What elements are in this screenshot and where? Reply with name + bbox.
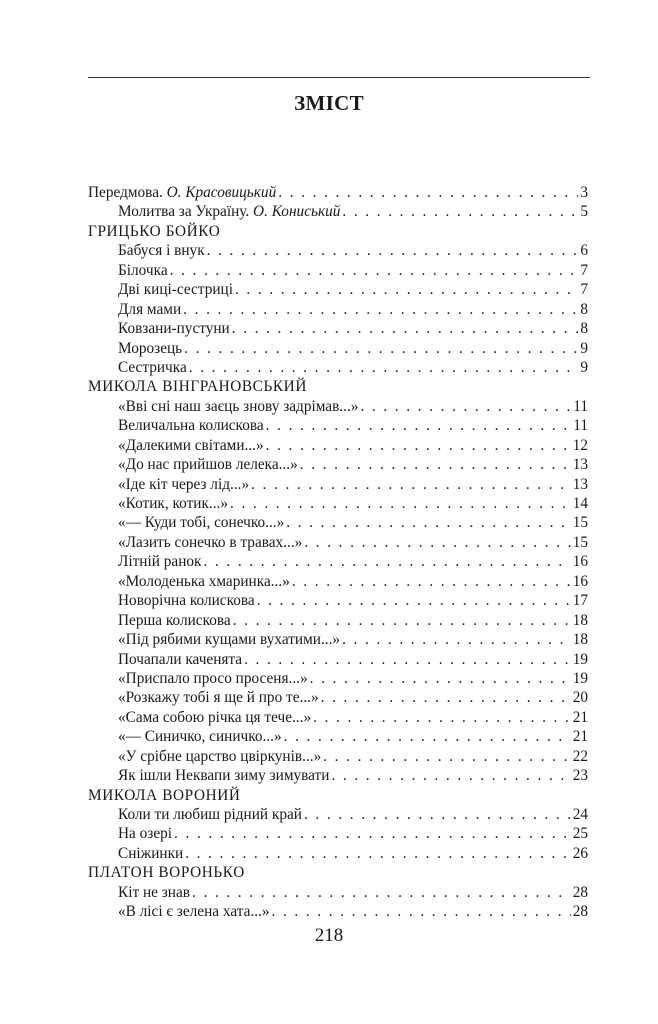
toc-entry-title: Передмова. О. Красовицький [88, 184, 277, 201]
toc-entry [88, 650, 588, 669]
table-of-contents [88, 183, 588, 922]
toc-entry-title: «Лазить сонечко в травах...» [118, 533, 303, 551]
dot-leader [230, 494, 571, 513]
toc-entry-title: Дві киці-сестриці [118, 281, 233, 299]
toc-entry-title: «Далекими світами...» [118, 436, 264, 454]
toc-entry-title: «Котик, котик...» [118, 495, 229, 512]
toc-page-number: 11 [573, 397, 588, 415]
toc-page-number: 19 [572, 650, 588, 668]
toc-page-number: 9 [580, 358, 588, 376]
toc-entry [88, 416, 588, 435]
dot-leader [286, 513, 570, 532]
toc-page-number: 13 [572, 475, 588, 493]
toc-page-number: 14 [572, 495, 588, 512]
toc-page-number: 17 [572, 592, 588, 610]
toc-entry-title: «Розкажу тобі я ще й про те...» [118, 689, 319, 707]
dot-leader [292, 572, 571, 591]
toc-entry [88, 591, 588, 610]
toc-page-number: 28 [572, 903, 588, 921]
dot-leader [170, 261, 579, 280]
section-author-name: МИКОЛА ВОРОНИЙ [88, 786, 241, 804]
toc-entry-title: Сестричка [118, 358, 187, 376]
toc-page-number: 7 [580, 281, 588, 299]
page-number: 218 [314, 925, 344, 946]
toc-page-number: 13 [572, 456, 588, 474]
top-rule [88, 77, 590, 78]
toc-entry-title: Ковзани-пустуни [118, 320, 230, 338]
toc-entry [88, 339, 588, 358]
toc-entry-title: «До нас прийшов лелека...» [118, 456, 298, 474]
dot-leader [272, 902, 571, 921]
toc-entry-title: Молитва за Україну. О. Кониський [118, 203, 341, 221]
toc-entry [88, 708, 588, 727]
toc-page-number: 5 [580, 203, 588, 221]
toc-entry [88, 805, 588, 824]
toc-entry-title: Кіт не знав [118, 883, 191, 901]
toc-entry-title: «Сама собою річка ця тече...» [118, 708, 312, 726]
dot-leader [184, 339, 578, 358]
toc-entry-title: «Молоденька хмаринка...» [118, 572, 290, 590]
toc-entry [88, 533, 588, 552]
toc-entry-title: Літній ранок [118, 553, 202, 571]
dot-leader [284, 727, 571, 746]
dot-leader [251, 475, 571, 494]
toc-entry [88, 766, 588, 785]
toc-page-number: 12 [572, 436, 588, 454]
toc-page-number: 18 [572, 631, 588, 649]
toc-entry-title: Морозець [118, 339, 183, 357]
toc-entry-title: «У срібне царство цвіркунів...» [118, 747, 322, 765]
toc-page-number: 23 [572, 767, 588, 785]
toc-entry-title: «— Синичко, синичко...» [118, 728, 282, 746]
toc-page-number: 20 [572, 689, 588, 707]
toc-entry-title: Перша колискова [118, 611, 231, 629]
toc-entry [88, 747, 588, 766]
toc-entry-title: На озері [118, 825, 173, 843]
toc-page-number: 16 [572, 572, 588, 590]
dot-leader [342, 630, 571, 649]
toc-entry-title: Білочка [118, 261, 168, 279]
dot-leader [331, 766, 570, 785]
toc-entry-author: О. Красовицький [166, 184, 277, 201]
toc-page-number: 26 [572, 844, 588, 862]
dot-leader [266, 416, 572, 435]
toc-page-number: 8 [580, 300, 588, 318]
toc-entry-title: Бабуся і внук [118, 242, 205, 260]
dot-leader [244, 650, 571, 669]
toc-entry-title: «В лісі є зелена хата...» [118, 903, 270, 921]
toc-entry-title: Почапали каченята [118, 650, 243, 668]
toc-page-number: 7 [580, 261, 588, 279]
toc-page-number: 11 [573, 417, 588, 435]
section-author-name: ГРИЦЬКО БОЙКО [88, 222, 221, 240]
toc-entry [88, 319, 588, 338]
toc-entry [88, 280, 588, 299]
toc-entry-title: «Іде кіт через лід...» [118, 475, 250, 493]
dot-leader [174, 824, 571, 843]
toc-entry [88, 475, 588, 494]
toc-page-number: 28 [572, 883, 588, 901]
dot-leader [342, 202, 578, 221]
toc-page-number: 3 [580, 184, 588, 201]
toc-page-number: 21 [572, 728, 588, 746]
dot-leader [203, 552, 570, 571]
toc-entry [88, 202, 588, 221]
toc-entry [88, 513, 588, 532]
dot-leader [183, 300, 578, 319]
dot-leader [304, 533, 570, 552]
toc-entry [88, 630, 588, 649]
dot-leader [233, 611, 571, 630]
toc-entry-title: Як ішли Неквапи зиму зимувати [118, 767, 330, 785]
toc-page-number: 25 [572, 825, 588, 843]
toc-entry-title: Для мами [118, 300, 182, 318]
toc-entry [88, 261, 588, 280]
dot-leader [313, 708, 571, 727]
toc-entry [88, 494, 588, 513]
toc-entry [88, 844, 588, 863]
section-author-name: ПЛАТОН ВОРОНЬКО [88, 864, 245, 882]
dot-leader [192, 883, 571, 902]
dot-leader [235, 280, 578, 299]
section-author-name: МИКОЛА ВІНГРАНОВСЬКИЙ [88, 378, 307, 396]
toc-entry [88, 300, 588, 319]
toc-entry-title: «Вві сні наш заєць знову задрімав...» [118, 397, 359, 415]
dot-leader [304, 805, 571, 824]
toc-entry [88, 572, 588, 591]
toc-entry [88, 358, 588, 377]
toc-section-heading [88, 377, 588, 396]
toc-page-number: 15 [572, 533, 588, 551]
toc-entry [88, 727, 588, 746]
toc-entry-title: «Приспало просо просеня...» [118, 669, 308, 687]
dot-leader [232, 319, 579, 338]
toc-entry [88, 397, 588, 416]
toc-entry-title: Сніжинки [118, 844, 184, 862]
dot-leader [185, 844, 571, 863]
toc-page-number: 24 [572, 806, 588, 823]
toc-page-number: 16 [572, 553, 588, 571]
dot-leader [323, 747, 570, 766]
toc-entry-title: Коли ти любиш рідний край [118, 806, 302, 823]
toc-entry-title: Величальна колискова [118, 417, 264, 435]
toc-entry [88, 183, 588, 202]
toc-section-heading [88, 786, 588, 805]
toc-entry-title: «Під рябими кущами вухатими...» [118, 631, 341, 649]
toc-entry [88, 241, 588, 260]
toc-entry [88, 902, 588, 921]
toc-entry-author: О. Кониський [253, 203, 341, 221]
dot-leader [257, 591, 571, 610]
dot-leader [321, 688, 571, 707]
dot-leader [278, 183, 578, 202]
toc-page-number: 9 [580, 339, 588, 357]
toc-page-number: 21 [572, 708, 588, 726]
dot-leader [207, 241, 579, 260]
toc-entry [88, 455, 588, 474]
toc-entry [88, 669, 588, 688]
toc-entry-title: Новорічна колискова [118, 592, 255, 610]
toc-page-number: 19 [572, 669, 588, 687]
dot-leader [360, 397, 571, 416]
toc-section-heading [88, 863, 588, 882]
dot-leader [310, 669, 571, 688]
toc-entry [88, 552, 588, 571]
toc-page-number: 22 [572, 747, 588, 765]
toc-page-number: 6 [580, 242, 588, 260]
toc-entry [88, 611, 588, 630]
toc-entry [88, 883, 588, 902]
toc-entry [88, 436, 588, 455]
toc-section-heading [88, 222, 588, 241]
toc-page-number: 18 [572, 611, 588, 629]
dot-leader [300, 455, 571, 474]
toc-page-number: 15 [572, 514, 588, 532]
toc-page-number: 8 [580, 320, 588, 338]
toc-entry-title: «— Куди тобі, сонечко...» [118, 514, 285, 532]
dot-leader [266, 436, 571, 455]
toc-entry [88, 688, 588, 707]
toc-entry [88, 824, 588, 843]
dot-leader [189, 358, 579, 377]
page-title: ЗМІСТ [294, 91, 364, 115]
